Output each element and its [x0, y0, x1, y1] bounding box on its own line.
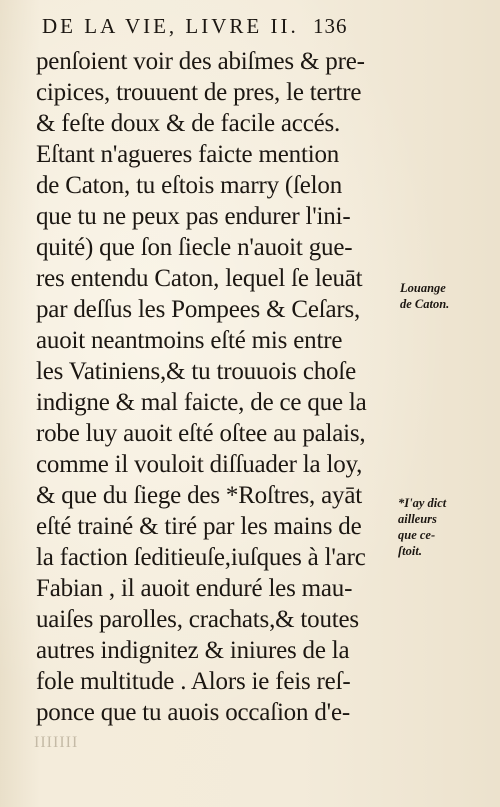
text-line: les Vatiniens,& tu trouuois choſe: [36, 358, 356, 385]
text-line: uaiſes parolles, crachats,& toutes: [36, 606, 359, 633]
margin-note-aydict: [398, 495, 446, 559]
text-line: penſoient voir des abiſmes & pre-: [36, 48, 365, 75]
running-head-title: DE LA VIE, LIVRE II.: [42, 14, 299, 38]
text-line: auoit neantmoins eſté mis entre: [36, 327, 343, 354]
text-line: & que du ſiege des *Roſtres, ayāt: [36, 482, 362, 509]
margin-note-louange: [400, 280, 449, 312]
text-line: fole multitude . Alors ie feis reſ-: [36, 668, 351, 695]
text-line: indigne & mal faicte, de ce que la: [36, 389, 367, 416]
text-line: ponce que tu auois occaſion d'e-: [36, 699, 350, 726]
body-text: [36, 46, 396, 728]
margin-note-line: de Caton.: [400, 297, 450, 311]
text-line: par deſſus les Pompees & Ceſars,: [36, 296, 361, 323]
text-line: eſté trainé & tiré par les mains de: [36, 513, 362, 540]
show-through-text: IIIIIII: [34, 734, 79, 751]
text-line: autres indignitez & iniures de la: [36, 637, 350, 664]
margin-note-line: *I'ay dict: [398, 496, 447, 510]
margin-note-line: que ce-: [398, 528, 436, 542]
text-line: la faction ſeditieuſe,iuſques à l'arc: [36, 544, 366, 571]
text-line: de Caton, tu eſtois marry (ſelon: [36, 172, 343, 199]
margin-note-line: ſtoit.: [398, 544, 422, 558]
text-line: Eſtant n'agueres faicte mention: [36, 141, 340, 168]
text-line: quité) que ſon ſiecle n'auoit gue-: [36, 234, 353, 261]
text-line: & feſte doux & de facile accés.: [36, 110, 341, 137]
page-number: 136: [313, 14, 348, 38]
text-line: que tu ne peux pas endurer l'ini-: [36, 203, 351, 230]
text-line: res entendu Caton, lequel ſe leuāt: [36, 265, 363, 292]
text-line: robe luy auoit eſté oſtee au palais,: [36, 420, 366, 447]
text-line: cipices, trouuent de pres, le tertre: [36, 79, 362, 106]
running-head: [42, 14, 462, 39]
margin-note-line: ailleurs: [398, 512, 437, 526]
text-line: Fabian , il auoit enduré les mau-: [36, 575, 353, 602]
text-line: comme il vouloit diſſuader la loy,: [36, 451, 363, 478]
margin-note-line: Louange: [400, 281, 446, 295]
